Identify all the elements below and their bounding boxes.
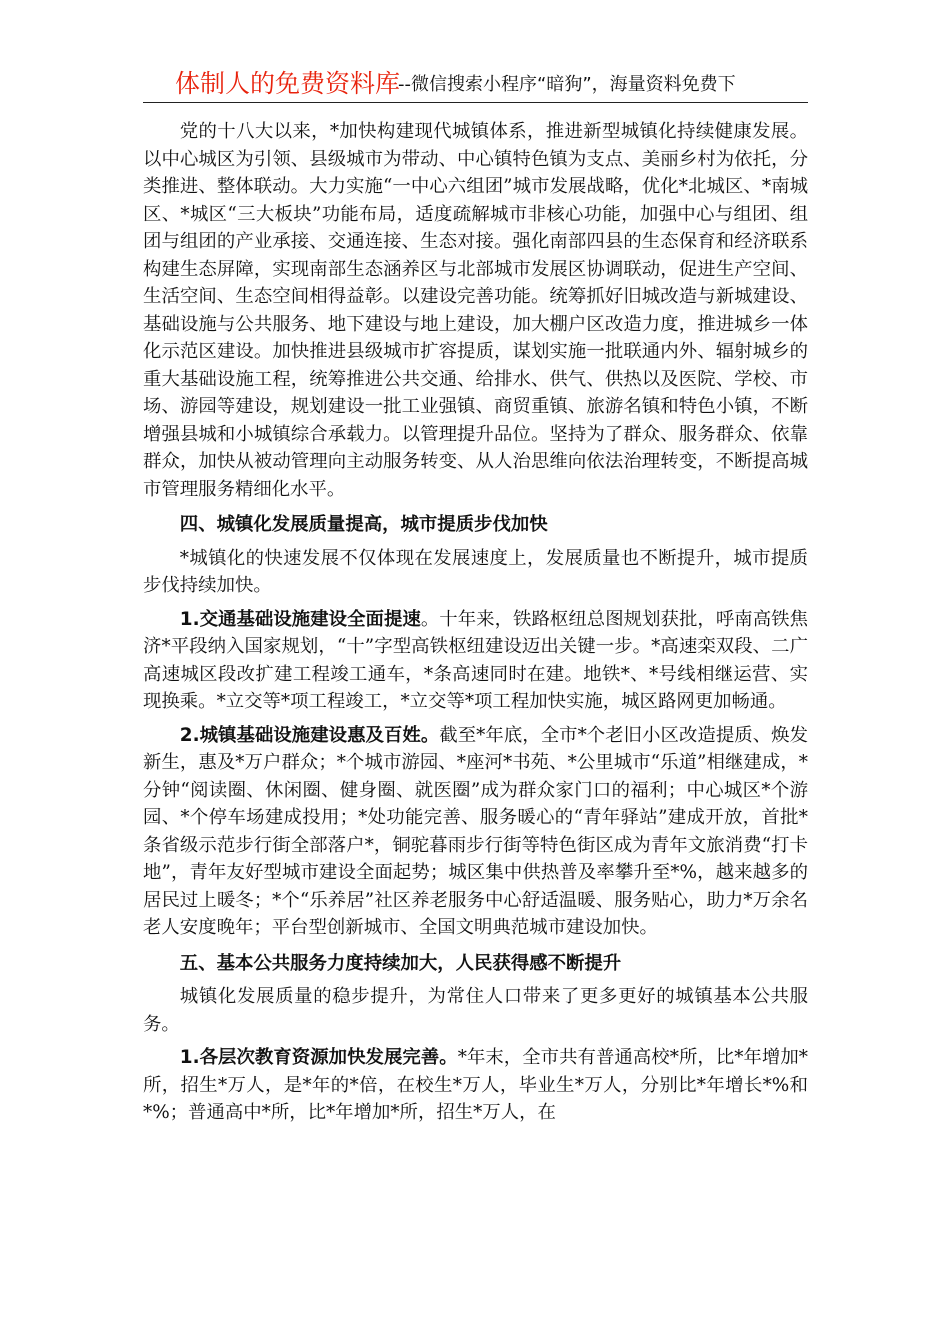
- education-text: *年末，全市共有普通高校*所，比*年增加*所，招生*万人，是*年的*倍，在校生*万人，毕业生*万人，分别比*年增长*%和*%；普通高中*所，比*年增加*所，招生*万人，在: [143, 1047, 808, 1123]
- paragraph-infrastructure: [143, 722, 808, 942]
- section-heading-4: 四、城镇化发展质量提高，城市提质步伐加快: [179, 514, 548, 535]
- document-body: [143, 118, 808, 1127]
- section-heading-5: 五、基本公共服务力度持续加大，人民获得感不断提升: [179, 952, 622, 974]
- paragraph-urban-system: 党的十八大以来，*加快构建现代城镇体系，推进新型城镇化持续健康发展。以中心城区为引领、县级城市为带动、中心镇特色镇为支点、美丽乡村为依托，分类推进、整体联动。大力实施“一中心六组团”城市发展战略，优化*北城区、*南城区、*城区“三大板块”功能布局，适度疏解城市非核心功能，加强中心与组团、组团与组团的产业承接、交通连接、生态对接。强化南部四县的生态保育和经济联系构建生态屏障，实现南部生态涵养区与北部城市发展区协调联动，促进生产空间、生活空间、生态空间相得益彰。以建设完善功能。统筹抓好旧城改造与新城建设、基础设施与公共服务、地下建设与地上建设，加大棚户区改造力度，推进城乡一体化示范区建设。加快推进县级城市扩容提质，谋划实施一批联通内外、辐射城乡的重大基础设施工程，统筹推进公共交通、给排水、供气、供热以及医院、学校、市场、游园等建设，规划建设一批工业强镇、商贸重镇、旅游名镇和特色小镇，不断增强县城和小城镇综合承载力。以管理提升品位。坚持为了群众、服务群众、依靠群众，加快从被动管理向主动服务转变、从人治思维向依法治理转变，不断提高城市管理服务精细化水平。: [143, 121, 808, 500]
- subheading-education: 1.各层次教育资源加快发展完善。: [179, 1047, 458, 1068]
- paragraph-transport: [143, 606, 808, 716]
- header-slogan: --微信搜索小程序“暗狗”，海量资料免费下: [398, 74, 736, 95]
- transport-text: 。十年来，铁路枢纽总图规划获批，呼南高铁焦济*平段纳入国家规划，“十”字型高铁枢纽建设迈出关键一步。*高速栾双段、二广高速城区段改扩建工程竣工通车，*条高速同时在建。地铁*、*号线相继运营、实现换乘。*立交等*项工程竣工，*立交等*项工程加快实施，城区路网更加畅通。: [143, 608, 808, 712]
- subheading-infrastructure: 2.城镇基础设施建设惠及百姓。: [179, 724, 440, 746]
- infrastructure-text: 截至*年底，全市*个老旧小区改造提质、焕发新生，惠及*万户群众；*个城市游园、*座河*书苑、*公里城市“乐道”相继建成，*分钟“阅读圈、休闲圈、健身圈、就医圈”成为群众家门口的福利；中心城区*个游园、*个停车场建成投用；*处功能完善、服务暖心的“青年驿站”建成开放，首批*条省级示范步行街全部落户*，铜驼暮雨步行街等特色街区成为青年文旅消费“打卡地”，青年友好型城市建设全面起势；城区集中供热普及率攀升至*%，越来越多的居民过上暖冬；*个“乐养居”社区养老服务中心舒适温暖、服务贴心，助力*万余名老人安度晚年；平台型创新城市、全国文明典范城市建设加快。: [143, 724, 808, 938]
- page-header: [143, 68, 808, 103]
- subheading-transport: 1.交通基础设施建设全面提速: [179, 608, 421, 630]
- paragraph-education: [143, 1044, 808, 1127]
- paragraph-services-intro: 城镇化发展质量的稳步提升，为常住人口带来了更多更好的城镇基本公共服务。: [143, 986, 808, 1035]
- paragraph-quality-intro: *城镇化的快速发展不仅体现在发展速度上，发展质量也不断提升，城市提质步伐持续加快。: [143, 547, 808, 596]
- header-brand: 体制人的免费资料库: [175, 69, 401, 98]
